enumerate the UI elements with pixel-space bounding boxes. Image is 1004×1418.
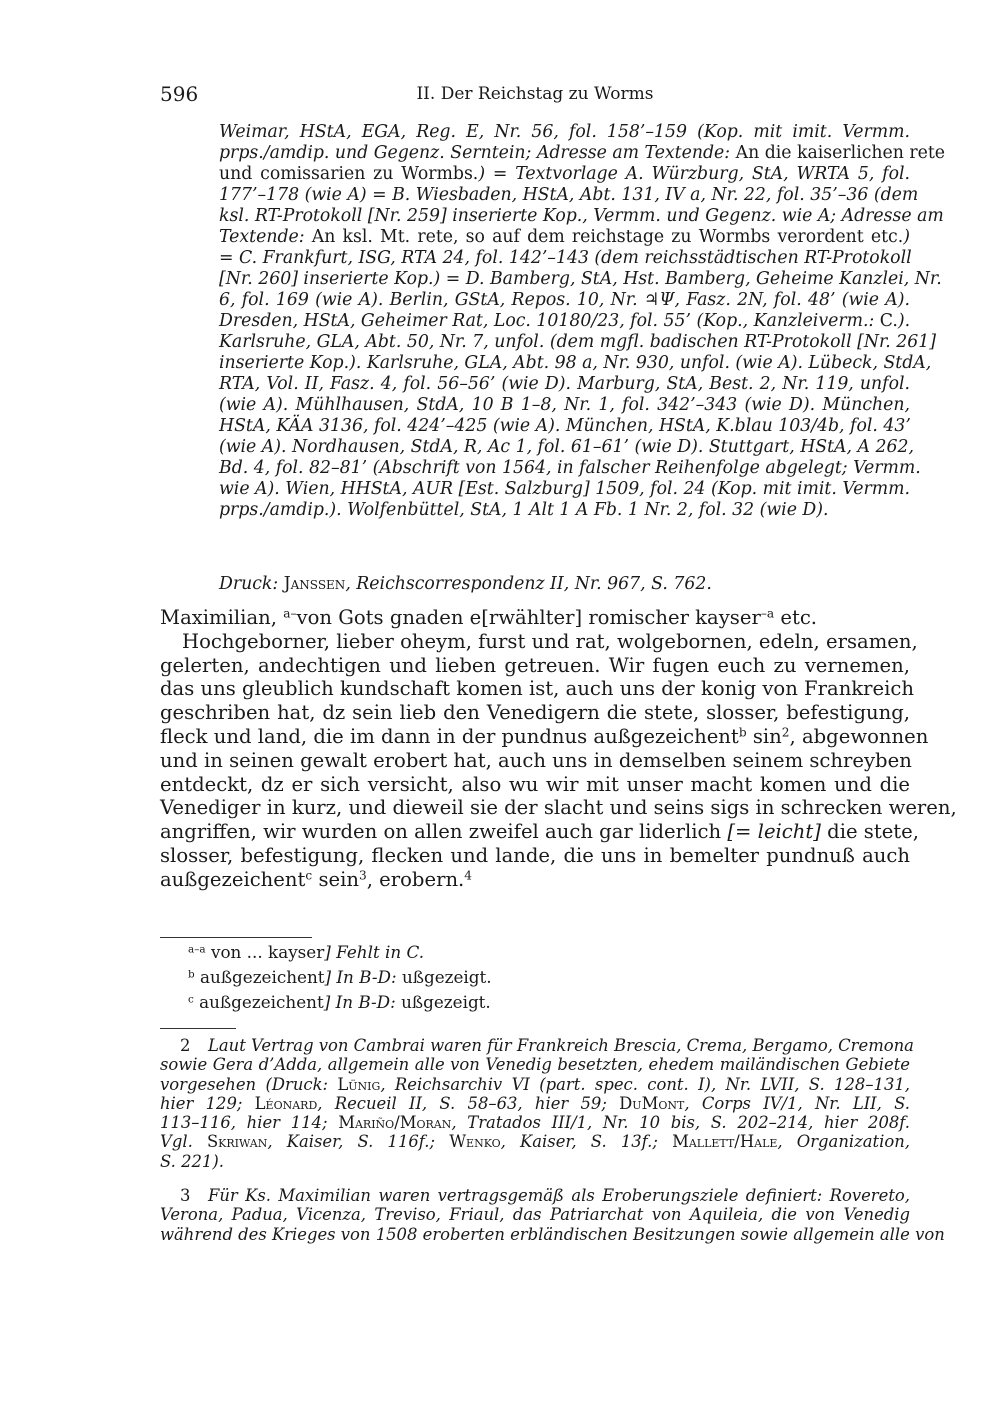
editorial-text: vorgesehen (Druck: <box>160 1074 338 1094</box>
text-line <box>160 749 910 773</box>
page-header <box>160 82 910 108</box>
print-reference <box>219 574 910 594</box>
editorial-text: [= leicht] <box>727 820 821 844</box>
letter-body <box>160 629 957 892</box>
editorial-text: 6, fol. 169 (wie A). Berlin, GStA, Repos. 10, Nr. ♃Ψ, Fasz. 2N, fol. 48’ (wie A). <box>219 290 910 310</box>
editorial-text: ] In B-D: <box>324 967 402 987</box>
source-text: fleck und land, die im dann in der pundnus außgezeichent <box>160 724 739 748</box>
editorial-text: inserierte Kop.). Karlsruhe, GLA, Abt. 98 a, Nr. 930, unfol. (wie A). Lübeck, StdA, <box>219 353 932 373</box>
editorial-text: Bd. 4, fol. 82–81’ (Abschrift von 1564, in falscher Reihenfolge abgelegt; Vermm. <box>219 458 921 478</box>
source-text: sein <box>312 867 359 891</box>
footnote-line <box>160 1075 910 1094</box>
editorial-text: = C. Frankfurt, ISG, RTA 24, fol. 142’–143 (dem reichsstädtischen RT-Protokoll <box>219 248 912 268</box>
source-text: und in seinen gewalt erobert hat, auch uns in demselben seinem schreyben <box>160 748 912 772</box>
running-title: II. Der Reichstag zu Worms <box>416 84 654 104</box>
text-line <box>160 796 957 820</box>
editorial-text: Karlsruhe, GLA, Abt. 50, Nr. 7, unfol. (dem mgfl. badischen RT-Protokoll [Nr. 261] <box>219 332 937 352</box>
source-description <box>219 122 946 521</box>
text-line <box>160 701 910 725</box>
editorial-text: Für Ks. Maximilian waren vertragsgemäß als Eroberungsziele definiert: Rovereto, <box>208 1186 910 1205</box>
text-line <box>219 416 910 437</box>
editorial-text: ksl. RT-Protokoll [Nr. 259] inserierte Kop., Vermm. und Gegenz. wie A; Adresse am <box>219 206 944 226</box>
editorial-text: Druck: <box>219 574 284 594</box>
text-line <box>219 374 910 395</box>
source-text: Hochgeborner, lieber oheym, furst und rat, wolgebornen, edeln, ersamen, <box>182 629 918 653</box>
author-name: Léonard <box>254 1093 318 1113</box>
text-line <box>219 437 914 458</box>
source-text: , abgewonnen <box>789 724 929 748</box>
editorial-text: Verona, Padua, Vicenza, Treviso, Friaul, das Patriarchat von Aquileia, die von Venedig <box>160 1205 910 1225</box>
source-text: slosser, befestigung, flecken und lande, die uns in bemelter pundnuß auch <box>160 843 910 867</box>
editorial-text: ). <box>897 311 911 331</box>
editorial-text: Dresden, HStA, Geheimer Rat, Loc. 10180/23, fol. 55’ (Kop., Kanzleiverm.: <box>219 311 880 331</box>
source-text: ußgezeigt. <box>401 967 492 987</box>
text-line <box>188 940 908 965</box>
author-name: DuMont <box>619 1093 685 1113</box>
text-line <box>160 868 910 892</box>
editorial-text: , Corps IV/1, Nr. LII, S. <box>684 1093 910 1113</box>
text-line <box>219 458 921 479</box>
footnote-line <box>160 1113 910 1132</box>
editorial-text: (wie A). Nordhausen, StdA, R, Ac 1, fol. 61–61’ (wie D). Stuttgart, HStA, A 262, <box>219 437 914 457</box>
source-text: gelerten, andechtigen und lieben getreuen. Wir fugen euch zu vernemen, <box>160 653 910 677</box>
footnote-line <box>160 1186 910 1205</box>
text-line <box>219 500 910 521</box>
author-name: Mallett/Hale <box>672 1132 778 1152</box>
editorial-text: , Recueil II, S. 58–63, hier 59; <box>317 1093 620 1113</box>
editorial-text: hier 129; <box>160 1093 255 1113</box>
editorial-text: , Reichscorrespondenz II, Nr. 967, S. 762. <box>345 574 712 594</box>
source-text: außgezeichent <box>194 967 325 987</box>
critical-apparatus <box>188 940 908 1015</box>
editorial-text: , Tratados III/1, Nr. 10 bis, S. 202–214, hier 208f. <box>451 1113 911 1133</box>
text-line <box>219 332 937 353</box>
footnote-line <box>160 1132 910 1151</box>
source-text: etc. <box>774 606 818 629</box>
text-line <box>219 395 910 416</box>
text-line <box>219 248 910 269</box>
text-line <box>188 990 908 1015</box>
note-marker: 3 <box>358 868 367 883</box>
text-line <box>219 227 910 248</box>
footnote-line <box>160 1205 910 1224</box>
source-text: , erobern. <box>366 867 465 891</box>
note-marker: a– <box>283 606 297 621</box>
text-line <box>188 965 908 990</box>
text-line <box>219 290 910 311</box>
editorial-text: Weimar, HStA, EGA, Reg. E, Nr. 56, fol. 158’–159 (Kop. mit imit. Vermm. <box>219 122 910 142</box>
footnote-number: 2 <box>180 1036 191 1055</box>
note-marker: b <box>738 725 747 740</box>
text-line <box>219 185 919 206</box>
text-line <box>219 311 910 332</box>
text-line <box>160 844 910 868</box>
editorial-text: , Organization, <box>777 1132 910 1152</box>
note-marker: c <box>188 993 194 1006</box>
source-text: sin <box>746 724 782 748</box>
editorial-text: S. 221). <box>160 1151 224 1171</box>
text-line <box>219 269 942 290</box>
editorial-text: prps./amdip.). Wolfenbüttel, StA, 1 Alt 1 A Fb. 1 Nr. 2, fol. 32 (wie D). <box>219 500 829 520</box>
author-name: Lünig <box>337 1074 381 1094</box>
text-line <box>219 143 946 164</box>
source-text: An die kaiserlichen rete <box>735 143 946 163</box>
text-line <box>219 122 910 143</box>
note-marker: –a <box>760 606 775 621</box>
note-marker: b <box>188 968 195 981</box>
editorial-text: 113–116, hier 114; <box>160 1113 339 1133</box>
source-text: Venediger in kurz, und dieweil sie der slacht und seins sigs in schrecken weren, <box>160 796 957 820</box>
editorial-text: HStA, KÄA 3136, fol. 424’–425 (wie A). München, HStA, K.blau 103/4b, fol. 43’ <box>219 416 911 436</box>
source-text: und comissarien zu Wormbs. <box>219 164 479 184</box>
text-line <box>160 629 918 654</box>
source-text: das uns gleublich kundschaft komen ist, auch uns der konig von Frankreich <box>160 677 915 701</box>
footnote-line <box>160 1036 914 1055</box>
source-text: von ... kayser <box>205 942 325 962</box>
note-marker: 2 <box>781 725 790 740</box>
footnote-number: 3 <box>180 1186 191 1205</box>
source-text: die stete, <box>820 820 920 844</box>
source-text: außgezeichent <box>160 867 306 891</box>
footnote-divider <box>160 1028 236 1029</box>
note-marker: 4 <box>464 868 473 883</box>
text-line <box>160 820 920 844</box>
editorial-text: ) = Textvorlage A. Würzburg, StA, WRTA 5, fol. <box>478 164 910 184</box>
source-text: außgezeichent <box>193 992 324 1012</box>
editorial-text: ) <box>903 227 910 247</box>
editorial-text: Vgl. <box>160 1132 207 1152</box>
editorial-text: sowie Gera d’Adda, allgemein alle von Venedig besetzten, ehedem mailändischen Gebiete <box>160 1055 910 1075</box>
text-line <box>219 206 944 227</box>
editorial-text: (wie A). Mühlhausen, StdA, 10 B 1–8, Nr. 1, fol. 342’–343 (wie D). München, <box>219 395 910 415</box>
source-text: geschriben hat, dz sein lieb den Venedigern die stete, slosser, befestigung, <box>160 701 910 725</box>
source-text: C. <box>879 311 898 331</box>
author-name: Wenko <box>449 1132 501 1152</box>
document-text <box>160 606 957 892</box>
editorial-text: , Kaiser, S. 116f.; <box>267 1132 450 1152</box>
author-name: Mariño/Moran <box>338 1113 452 1133</box>
text-line <box>160 724 929 749</box>
editorial-text: 177’–178 (wie A) = B. Wiesbaden, HStA, Abt. 131, IV a, Nr. 22, fol. 35’–36 (dem <box>219 185 919 205</box>
editorial-text: während des Krieges von 1508 eroberten erbländischen Besitzungen sowie allgemein alle von <box>160 1224 945 1244</box>
text-line <box>160 677 915 701</box>
note-marker: a–a <box>188 943 206 956</box>
footnote-3 <box>160 1186 945 1244</box>
apparatus-divider <box>160 937 312 938</box>
editorial-text: [Nr. 260] inserierte Kop.) = D. Bamberg, StA, Hst. Bamberg, Geheime Kanzlei, Nr. <box>219 269 942 289</box>
page-number: 596 <box>160 82 199 106</box>
editorial-text: RTA, Vol. II, Fasz. 4, fol. 56–56’ (wie D). Marburg, StA, Best. 2, Nr. 119, unfol. <box>219 374 910 394</box>
text-line <box>219 164 910 185</box>
author-name: Janssen <box>283 574 346 594</box>
editorial-text: ] Fehlt in C. <box>324 942 425 962</box>
footnote-line <box>160 1152 910 1171</box>
editorial-text: , Kaiser, S. 13f.; <box>500 1132 673 1152</box>
text-line <box>219 479 910 500</box>
footnote-line <box>160 1224 945 1244</box>
source-text: angriffen, wir wurden on allen zweifel auch gar liderlich <box>160 820 728 844</box>
source-text: Maximilian, <box>160 606 284 629</box>
footnote-line <box>160 1055 910 1074</box>
editorial-text: , Reichsarchiv VI (part. spec. cont. I), Nr. LVII, S. 128–131, <box>380 1074 911 1094</box>
text-line <box>219 353 932 374</box>
source-text: ußgezeigt. <box>401 992 491 1012</box>
text-line <box>160 773 910 797</box>
text-line <box>160 654 910 678</box>
author-name: Skriwan <box>206 1132 268 1152</box>
editorial-text: Textende: <box>219 227 312 247</box>
source-text: entdeckt, dz er sich versicht, also wu wir mit unser macht komen und die <box>160 772 910 796</box>
footnote-line <box>160 1094 910 1113</box>
editorial-text: wie A). Wien, HHStA, AUR [Est. Salzburg] 1509, fol. 24 (Kop. mit imit. Vermm. <box>219 479 910 499</box>
editorial-text: Laut Vertrag von Cambrai waren für Frankreich Brescia, Crema, Bergamo, Cremona <box>208 1036 914 1055</box>
intitulatio <box>160 606 910 630</box>
footnote-2 <box>160 1036 914 1171</box>
editorial-text: ] In B-D: <box>323 992 402 1012</box>
editorial-text: prps./amdip. und Gegenz. Serntein; Adresse am Textende: <box>219 143 736 163</box>
source-text: von Gots gnaden e[rwählter] romischer kayser <box>296 606 761 629</box>
source-text: An ksl. Mt. rete, so auf dem reichstage zu Wormbs verordent etc. <box>311 227 904 247</box>
note-marker: c <box>305 868 313 883</box>
